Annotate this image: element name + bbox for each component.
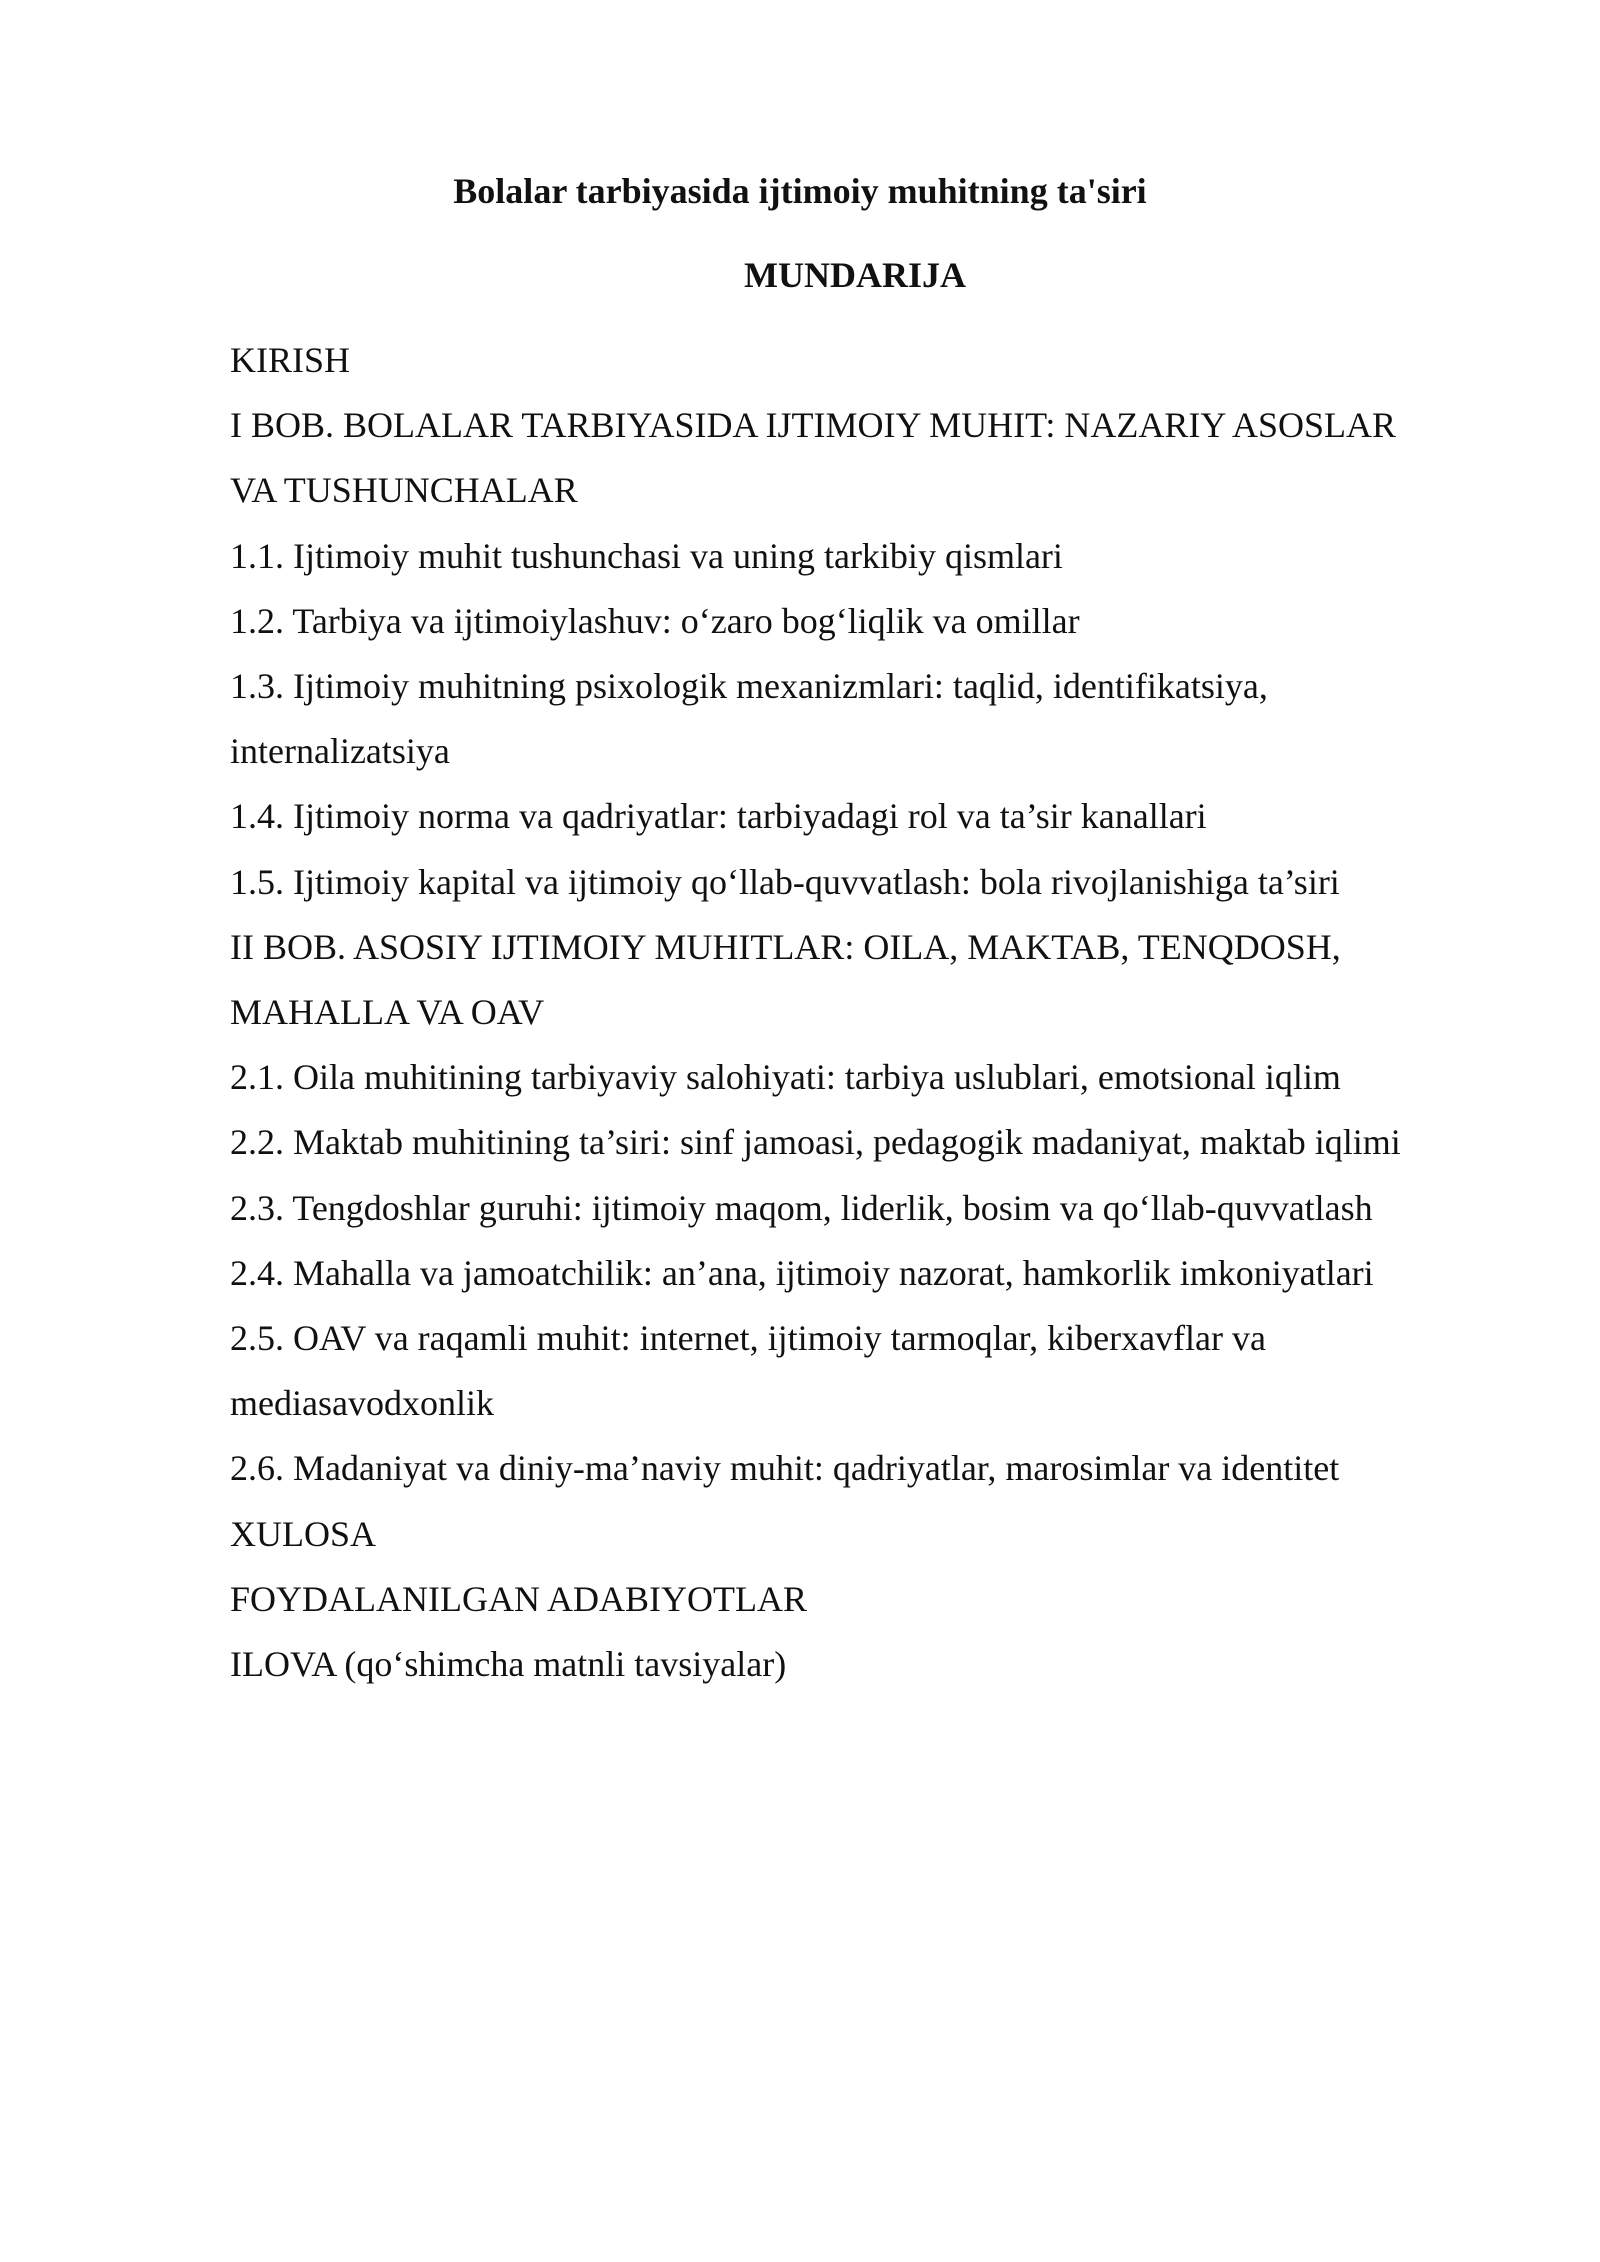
toc-entry-2-6: 2.6. Madaniyat va diniy-ma’naviy muhit: qadriyatlar, marosimlar va identitet — [230, 1448, 1340, 1489]
toc-entry-chapter-2-heading-cont: MAHALLA VA OAV — [230, 992, 545, 1033]
toc-entry-xulosa: XULOSA — [230, 1513, 377, 1554]
toc-entry-chapter-2-heading: II BOB. ASOSIY IJTIMOIY MUHITLAR: OILA, MAKTAB, TENQDOSH, — [230, 926, 1341, 967]
toc-entry-1-2: 1.2. Tarbiya va ijtimoiylashuv: o‘zaro bog‘liqlik va omillar — [230, 600, 1080, 641]
toc-heading: MUNDARIJA — [744, 255, 966, 295]
table-of-contents — [230, 328, 1530, 1697]
toc-entry-1-4: 1.4. Ijtimoiy norma va qadriyatlar: tarbiyadagi rol va ta’sir kanallari — [230, 796, 1207, 837]
toc-entry-1-3-cont: internalizatsiya — [230, 731, 450, 772]
toc-entry-bibliography: FOYDALANILGAN ADABIYOTLAR — [230, 1578, 807, 1619]
toc-entry-2-4: 2.4. Mahalla va jamoatchilik: an’ana, ijtimoiy nazorat, hamkorlik imkoniyatlari — [230, 1252, 1374, 1293]
toc-entry-1-5: 1.5. Ijtimoiy kapital va ijtimoiy qo‘llab-quvvatlash: bola rivojlanishiga ta’siri — [230, 861, 1340, 902]
toc-entry-2-5: 2.5. OAV va raqamli muhit: internet, ijtimoiy tarmoqlar, kiberxavflar va — [230, 1318, 1266, 1359]
toc-entry-appendix: ILOVA (qo‘shimcha matnli tavsiyalar) — [230, 1644, 787, 1685]
toc-entry-2-1: 2.1. Oila muhitining tarbiyaviy salohiyati: tarbiya uslublari, emotsional iqlim — [230, 1057, 1341, 1098]
toc-entry-1-1: 1.1. Ijtimoiy muhit tushunchasi va uning tarkibiy qismlari — [230, 535, 1063, 576]
document-title: Bolalar tarbiyasida ijtimoiy muhitning ta'siri — [453, 171, 1147, 211]
toc-entry-kirish: KIRISH — [230, 340, 351, 380]
toc-entry-2-3: 2.3. Tengdoshlar guruhi: ijtimoiy maqom, liderlik, bosim va qo‘llab-quvvatlash — [230, 1187, 1373, 1228]
toc-entry-1-3: 1.3. Ijtimoiy muhitning psixologik mexanizmlari: taqlid, identifikatsiya, — [230, 666, 1268, 707]
toc-entry-chapter-1-heading-cont: VA TUSHUNCHALAR — [230, 470, 578, 511]
toc-entry-2-2: 2.2. Maktab muhitining ta’siri: sinf jamoasi, pedagogik madaniyat, maktab iqlimi — [230, 1122, 1401, 1163]
toc-entry-2-5-cont: mediasavodxonlik — [230, 1383, 494, 1424]
toc-entry-chapter-1-heading: I BOB. BOLALAR TARBIYASIDA IJTIMOIY MUHIT: NAZARIY ASOSLAR — [230, 405, 1397, 446]
